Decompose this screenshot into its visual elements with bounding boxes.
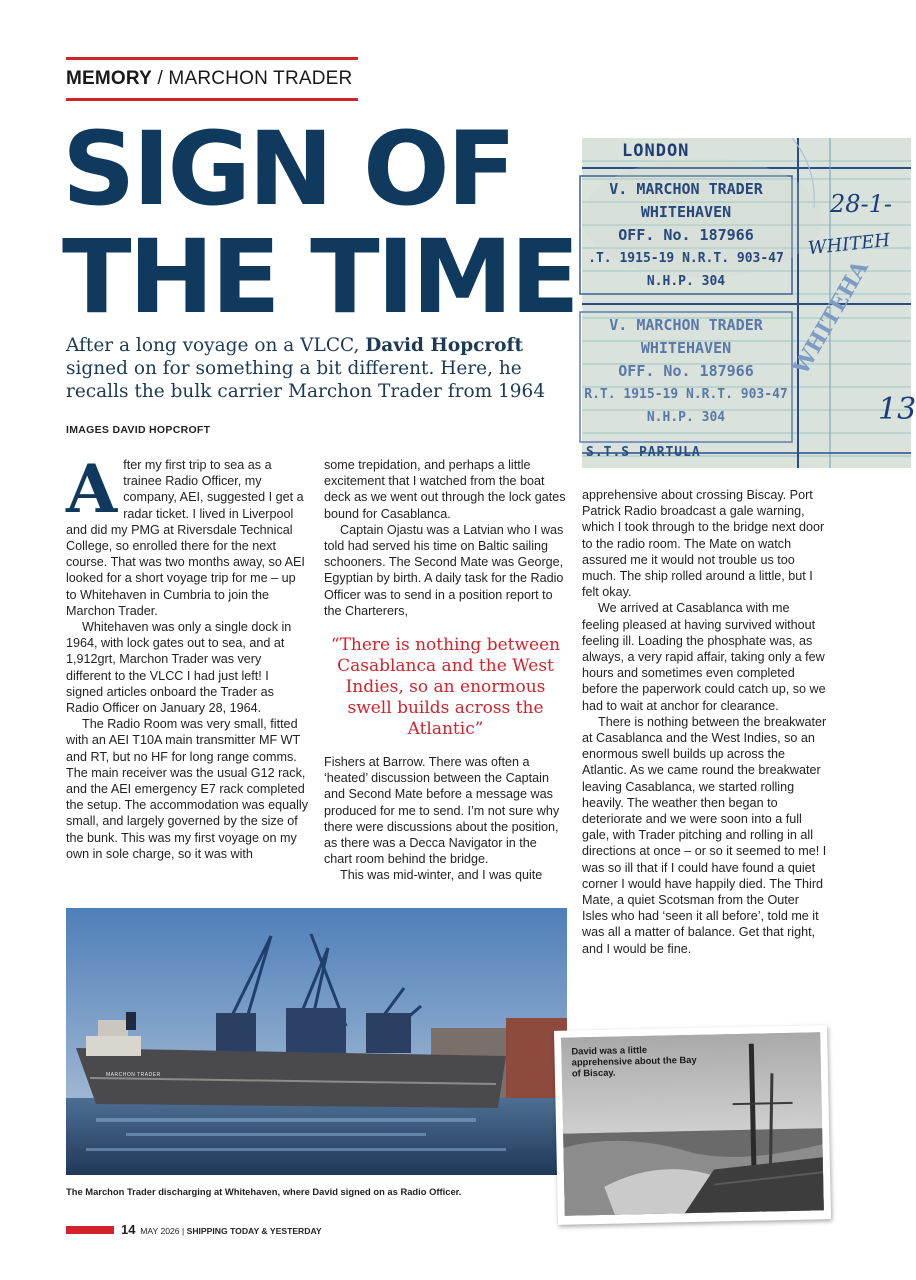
standfirst: After a long voyage on a VLCC, David Hopcroft signed on for something a bit different. Here, he recalls the bulk carrier Marchon Trader from 1964 (66, 335, 546, 402)
sea-photo-polaroid (554, 1025, 831, 1225)
article-column-3 (582, 487, 827, 957)
sea-photo-caption: David was a little apprehensive about the Bay of Biscay. (571, 1043, 697, 1079)
pull-quote: “There is nothing between Casablanca and the West Indies, so an enormous swell builds across the Atlantic” (330, 635, 561, 740)
handwritten-number: 13 (878, 392, 916, 427)
publication-name: SHIPPING TODAY & YESTERDAY (186, 1226, 322, 1236)
paragraph: Whitehaven was only a single dock in 1964, with lock gates out to sea, and at 1,912grt, Marchon Trader was very different to the VLCC I had just left! I signed articles onboard the Trader as Radio Officer on January 28, 1964. (66, 620, 292, 716)
stamp-block-1: V. MARCHON TRADER WHITEHAVEN OFF. No. 187966 .T. 1915-19 N.R.T. 903-47 N.H.P. 304 (588, 180, 784, 289)
headline-line-1: SIGN OF (62, 110, 514, 229)
image-credit: IMAGES DAVID HOPCROFT (66, 424, 211, 436)
stamp-port-header: LONDON (622, 141, 690, 161)
section-label (66, 57, 358, 101)
handwritten-stamp-rotated: WHITEHA (788, 256, 874, 379)
drop-cap: A (66, 450, 118, 528)
stamp-block-2: V. MARCHON TRADER WHITEHAVEN OFF. No. 187966 R.T. 1915-19 N.R.T. 903-47 N.H.P. 304 (584, 316, 788, 425)
article-column-2 (324, 457, 567, 884)
paragraph: Captain Ojastu was a Latvian who I was told had served his time on Baltic sailing schooners. The Second Mate was George, Egyptian by birth. A daily task for the Radio Officer was to send in a position report to the Charterers, (324, 522, 564, 618)
headline-line-2: THE TIME (62, 218, 577, 337)
stamp-partula: S.T.S PARTULA (586, 445, 701, 460)
paragraph: Fishers at Barrow. There was often a ‘heated’ discussion between the Captain and Second Mate before a message was produced for me to send. I’m not sure why there were discussions about the position, as there was a Decca Navigator in the chart room behind the bridge. (324, 755, 560, 867)
paragraph: apprehensive about crossing Biscay. Port Patrick Radio broadcast a gale warning, which I took through to the bridge next door to the radio room. The Mate on watch assured me it would not trouble us too much. The ship rolled around a little, but I felt okay. (582, 488, 825, 600)
issue-date: MAY 2026 (140, 1226, 180, 1236)
ship-photo (66, 908, 567, 1175)
paragraph: After my first trip to sea as a trainee Radio Officer, my company, AEI, suggested I get a radar ticket. I lived in Liverpool and did my PMG at Riversdale Technical College, so enrolled there for the next course. That was two months away, so AEI looked for a short voyage trip for me – up to Whitehaven in Cumbria to join the Marchon Trader. (66, 450, 305, 618)
ship-photo-caption: The Marchon Trader discharging at Whitehaven, where David signed on as Radio Officer. (66, 1186, 462, 1197)
headline (62, 110, 582, 337)
paragraph: There is nothing between the breakwater at Casablanca and the West Indies, so an enormous swell builds up across the Atlantic. As we came round the breakwater leaving Casablanca, we started rolling heavily. The weather then began to deteriorate and we were soon into a full gale, with Trader pitching and rolling in all directions at once – or so it seemed to me! I was so ill that if I could have found a quiet corner I would have happily died. The Third Mate, a quiet Scotsman from the Outer Isles who had ‘seen it all before’, told me it was all a matter of balance. Get that right, and I would be fine. (582, 714, 827, 956)
ship-photo-drawing (66, 908, 567, 1175)
page-number: 14 (121, 1222, 136, 1237)
discharge-book-photo (582, 138, 916, 468)
article-column-1 (66, 450, 309, 862)
footer: 14 MAY 2026 | SHIPPING TODAY & YESTERDAY (121, 1222, 322, 1237)
paragraph: This was mid-winter, and I was quite (340, 868, 543, 883)
section-label-text: MEMORY / MARCHON TRADER (66, 68, 353, 89)
ship-hull-name: MARCHON TRADER (106, 1072, 161, 1078)
paragraph: We arrived at Casablanca with me feeling pleased at having survived without feeling ill. Loading the phosphate was, as always, a very rapid affair, taking only a few hours and sometimes even completed before the paperwork could catch up, so we had to wait at anchor for clearance. (582, 601, 826, 713)
author-name: David Hopcroft (365, 335, 524, 356)
handwritten-date: 28-1- (830, 190, 893, 218)
sea-photo (561, 1032, 824, 1215)
paragraph: The Radio Room was very small, fitted with an AEI T10A main transmitter MF WT and RT, but no HF for long range comms. The main receiver was the usual G12 rack, and the AEI emergency E7 rack completed the setup. The accommodation was equally small, and largely governed by the size of the bunk. This was my first voyage on my own in sole charge, so it was with (66, 717, 308, 861)
footer-accent-bar (66, 1226, 114, 1234)
paragraph: some trepidation, and perhaps a little excitement that I watched from the boat deck as we went out through the lock gates bound for Casablanca. (324, 458, 566, 521)
handwritten-place: WHITEH (807, 229, 892, 260)
